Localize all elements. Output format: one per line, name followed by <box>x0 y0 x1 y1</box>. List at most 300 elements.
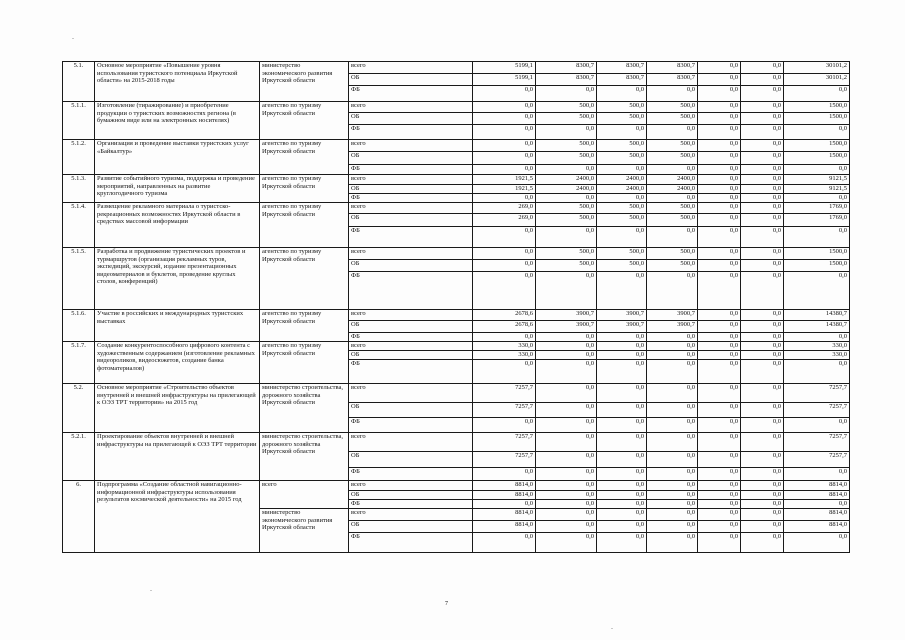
amount-cell: 0,0 <box>597 86 647 102</box>
amount-cell: 1500,0 <box>784 260 850 272</box>
executor-cell: агентство по туризму Иркутской области <box>260 248 349 310</box>
executor-cell: агентство по туризму Иркутской области <box>260 175 349 203</box>
amount-cell: 500,0 <box>597 248 647 260</box>
activity-name: Основное мероприятие «Строительство объектов внутренней и внешней инфраструктуры на прилегающей к ОЭЗ ТРТ территории» на 2015 год <box>95 384 260 433</box>
amount-cell: 0,0 <box>698 175 741 185</box>
amount-cell: 0,0 <box>741 418 784 433</box>
amount-cell: 7257,7 <box>784 384 850 403</box>
amount-cell: 0,0 <box>536 521 597 533</box>
amount-cell: 0,0 <box>597 491 647 500</box>
amount-cell: 500,0 <box>647 260 698 272</box>
amount-cell: 0,0 <box>536 227 597 248</box>
amount-cell: 0,0 <box>536 194 597 203</box>
amount-cell: 0,0 <box>597 418 647 433</box>
amount-cell: 0,0 <box>647 333 698 342</box>
amount-cell: 0,0 <box>647 533 698 553</box>
amount-cell: 8300,7 <box>536 62 597 74</box>
amount-cell: 3900,7 <box>597 321 647 333</box>
amount-cell: 0,0 <box>647 342 698 351</box>
amount-cell: 0,0 <box>473 333 536 342</box>
amount-cell: 2678,6 <box>473 321 536 333</box>
amount-cell: 0,0 <box>536 125 597 140</box>
amount-cell: 0,0 <box>536 384 597 403</box>
amount-cell: 0,0 <box>597 194 647 203</box>
amount-cell: 0,0 <box>698 185 741 194</box>
amount-cell: 0,0 <box>536 433 597 452</box>
executor-cell: министерство строительства, дорожного хозяйства Иркутской области <box>260 384 349 433</box>
amount-cell: 0,0 <box>597 351 647 360</box>
funding-source: всего <box>349 481 473 491</box>
amount-cell: 0,0 <box>597 533 647 553</box>
amount-cell: 0,0 <box>698 310 741 321</box>
amount-cell: 500,0 <box>597 203 647 214</box>
amount-cell: 3900,7 <box>647 321 698 333</box>
amount-cell: 0,0 <box>698 321 741 333</box>
amount-cell: 500,0 <box>536 113 597 125</box>
amount-cell: 1769,0 <box>784 203 850 214</box>
scan-speck <box>72 38 74 39</box>
amount-cell: 0,0 <box>741 203 784 214</box>
amount-cell: 0,0 <box>698 452 741 468</box>
amount-cell: 0,0 <box>698 272 741 310</box>
amount-cell: 0,0 <box>698 152 741 165</box>
amount-cell: 0,0 <box>784 418 850 433</box>
table-body <box>63 62 850 553</box>
amount-cell: 2400,0 <box>536 185 597 194</box>
scan-speck <box>611 628 613 629</box>
amount-cell: 7257,7 <box>473 403 536 418</box>
amount-cell: 1921,5 <box>473 175 536 185</box>
amount-cell: 500,0 <box>597 140 647 152</box>
amount-cell: 0,0 <box>473 152 536 165</box>
amount-cell: 0,0 <box>536 481 597 491</box>
amount-cell: 0,0 <box>473 500 536 509</box>
row-number: 5.1.1. <box>63 102 95 140</box>
executor-cell: министерство строительства, дорожного хозяйства Иркутской области <box>260 433 349 481</box>
amount-cell: 0,0 <box>698 521 741 533</box>
budget-table <box>62 61 850 553</box>
amount-cell: 0,0 <box>698 333 741 342</box>
amount-cell: 0,0 <box>536 272 597 310</box>
activity-name: Создание конкурентоспособного цифрового контента с художественным содержанием (изготовление рекламных видеороликов, видеосюжетов, создание банка фотоматериалов) <box>95 342 260 384</box>
amount-cell: 0,0 <box>741 185 784 194</box>
amount-cell: 330,0 <box>473 342 536 351</box>
table-row <box>63 342 850 351</box>
amount-cell: 0,0 <box>647 360 698 384</box>
executor-cell: министерство экономического развития Иркутской области <box>260 509 349 553</box>
amount-cell: 0,0 <box>698 140 741 152</box>
amount-cell: 500,0 <box>597 113 647 125</box>
amount-cell: 500,0 <box>597 214 647 227</box>
amount-cell: 8814,0 <box>473 509 536 521</box>
amount-cell: 330,0 <box>784 342 850 351</box>
activity-name: Основное мероприятие «Повышение уровня использования туристского потенциала Иркутской области» на 2015-2018 годы <box>95 62 260 102</box>
funding-source: ОБ <box>349 521 473 533</box>
amount-cell: 0,0 <box>698 384 741 403</box>
amount-cell: 0,0 <box>741 86 784 102</box>
amount-cell: 0,0 <box>698 194 741 203</box>
amount-cell: 500,0 <box>536 102 597 113</box>
amount-cell: 0,0 <box>698 62 741 74</box>
amount-cell: 0,0 <box>597 227 647 248</box>
row-number: 6. <box>63 481 95 553</box>
amount-cell: 7257,7 <box>784 452 850 468</box>
amount-cell: 0,0 <box>698 491 741 500</box>
table-row <box>63 248 850 260</box>
funding-source: ОБ <box>349 214 473 227</box>
table-row <box>63 175 850 185</box>
amount-cell: 0,0 <box>473 113 536 125</box>
amount-cell: 0,0 <box>647 351 698 360</box>
executor-cell: агентство по туризму Иркутской области <box>260 102 349 140</box>
amount-cell: 5199,1 <box>473 62 536 74</box>
amount-cell: 3900,7 <box>536 310 597 321</box>
amount-cell: 0,0 <box>741 214 784 227</box>
amount-cell: 0,0 <box>536 500 597 509</box>
funding-source: всего <box>349 102 473 113</box>
table-row <box>63 203 850 214</box>
amount-cell: 0,0 <box>698 125 741 140</box>
amount-cell: 8300,7 <box>597 74 647 86</box>
funding-source: всего <box>349 203 473 214</box>
amount-cell: 0,0 <box>647 125 698 140</box>
amount-cell: 269,0 <box>473 203 536 214</box>
funding-source: ОБ <box>349 74 473 86</box>
funding-source: ФБ <box>349 125 473 140</box>
amount-cell: 500,0 <box>647 152 698 165</box>
amount-cell: 8300,7 <box>536 74 597 86</box>
executor-cell: агентство по туризму Иркутской области <box>260 203 349 248</box>
amount-cell: 2400,0 <box>647 185 698 194</box>
amount-cell: 0,0 <box>647 227 698 248</box>
amount-cell: 0,0 <box>647 468 698 481</box>
amount-cell: 9121,5 <box>784 175 850 185</box>
amount-cell: 0,0 <box>698 433 741 452</box>
amount-cell: 0,0 <box>698 500 741 509</box>
amount-cell: 500,0 <box>536 203 597 214</box>
amount-cell: 330,0 <box>784 351 850 360</box>
funding-source: всего <box>349 140 473 152</box>
funding-source: ОБ <box>349 321 473 333</box>
funding-source: ФБ <box>349 227 473 248</box>
amount-cell: 9121,5 <box>784 185 850 194</box>
amount-cell: 0,0 <box>647 194 698 203</box>
row-number: 5.1. <box>63 62 95 102</box>
amount-cell: 0,0 <box>784 227 850 248</box>
amount-cell: 8814,0 <box>473 491 536 500</box>
amount-cell: 500,0 <box>597 152 647 165</box>
amount-cell: 0,0 <box>536 452 597 468</box>
funding-source: ФБ <box>349 333 473 342</box>
row-number: 5.2.1. <box>63 433 95 481</box>
amount-cell: 0,0 <box>784 194 850 203</box>
amount-cell: 0,0 <box>473 360 536 384</box>
amount-cell: 14380,7 <box>784 321 850 333</box>
amount-cell: 0,0 <box>741 113 784 125</box>
amount-cell: 14380,7 <box>784 310 850 321</box>
activity-name: Размещение рекламного материала о туристско-рекреационных возможностях Иркутской области в средствах массовой информации <box>95 203 260 248</box>
amount-cell: 8814,0 <box>784 481 850 491</box>
funding-source: ФБ <box>349 194 473 203</box>
amount-cell: 0,0 <box>698 509 741 521</box>
amount-cell: 0,0 <box>597 333 647 342</box>
activity-name: Проектирование объектов внутренней и внешней инфраструктуры на прилегающей к ОЭЗ ТРТ территории <box>95 433 260 481</box>
amount-cell: 0,0 <box>784 468 850 481</box>
amount-cell: 0,0 <box>647 500 698 509</box>
amount-cell: 0,0 <box>698 165 741 175</box>
amount-cell: 0,0 <box>741 533 784 553</box>
amount-cell: 0,0 <box>647 433 698 452</box>
amount-cell: 0,0 <box>597 360 647 384</box>
amount-cell: 0,0 <box>473 418 536 433</box>
activity-name: Развитие событийного туризма, поддержка и проведение мероприятий, направленных на развитие круглогодичного туризма <box>95 175 260 203</box>
amount-cell: 7257,7 <box>473 452 536 468</box>
amount-cell: 0,0 <box>536 351 597 360</box>
activity-name: Участие в российских и международных туристских выставках <box>95 310 260 342</box>
amount-cell: 0,0 <box>784 533 850 553</box>
amount-cell: 500,0 <box>647 140 698 152</box>
activity-name: Подпрограмма «Создание областной навигационно-информационной инфраструктуры использования результатов космической деятельности» на 2015 год <box>95 481 260 553</box>
amount-cell: 0,0 <box>741 260 784 272</box>
amount-cell: 0,0 <box>698 403 741 418</box>
amount-cell: 0,0 <box>698 227 741 248</box>
amount-cell: 0,0 <box>741 272 784 310</box>
funding-source: всего <box>349 342 473 351</box>
amount-cell: 1500,0 <box>784 248 850 260</box>
amount-cell: 330,0 <box>473 351 536 360</box>
amount-cell: 0,0 <box>597 468 647 481</box>
amount-cell: 0,0 <box>741 468 784 481</box>
amount-cell: 1500,0 <box>784 102 850 113</box>
amount-cell: 8814,0 <box>784 491 850 500</box>
row-number: 5.2. <box>63 384 95 433</box>
amount-cell: 0,0 <box>741 521 784 533</box>
amount-cell: 0,0 <box>647 491 698 500</box>
amount-cell: 0,0 <box>473 468 536 481</box>
amount-cell: 0,0 <box>741 227 784 248</box>
funding-source: ОБ <box>349 452 473 468</box>
amount-cell: 0,0 <box>741 433 784 452</box>
funding-source: всего <box>349 175 473 185</box>
executor-cell: агентство по туризму Иркутской области <box>260 310 349 342</box>
funding-source: ОБ <box>349 351 473 360</box>
amount-cell: 0,0 <box>698 260 741 272</box>
amount-cell: 2400,0 <box>597 175 647 185</box>
amount-cell: 0,0 <box>597 403 647 418</box>
amount-cell: 0,0 <box>741 140 784 152</box>
amount-cell: 0,0 <box>698 214 741 227</box>
amount-cell: 0,0 <box>741 384 784 403</box>
amount-cell: 0,0 <box>698 74 741 86</box>
amount-cell: 0,0 <box>698 102 741 113</box>
amount-cell: 0,0 <box>597 509 647 521</box>
amount-cell: 0,0 <box>597 165 647 175</box>
amount-cell: 0,0 <box>473 227 536 248</box>
amount-cell: 500,0 <box>597 260 647 272</box>
amount-cell: 0,0 <box>536 491 597 500</box>
executor-cell: агентство по туризму Иркутской области <box>260 140 349 175</box>
amount-cell: 500,0 <box>536 260 597 272</box>
amount-cell: 8814,0 <box>473 521 536 533</box>
amount-cell: 0,0 <box>473 125 536 140</box>
funding-source: ФБ <box>349 360 473 384</box>
amount-cell: 500,0 <box>647 203 698 214</box>
amount-cell: 0,0 <box>741 74 784 86</box>
amount-cell: 0,0 <box>597 452 647 468</box>
amount-cell: 0,0 <box>784 86 850 102</box>
amount-cell: 7257,7 <box>473 384 536 403</box>
amount-cell: 0,0 <box>536 533 597 553</box>
amount-cell: 500,0 <box>536 152 597 165</box>
amount-cell: 0,0 <box>741 452 784 468</box>
amount-cell: 0,0 <box>647 509 698 521</box>
amount-cell: 0,0 <box>536 342 597 351</box>
funding-source: ФБ <box>349 533 473 553</box>
amount-cell: 0,0 <box>473 260 536 272</box>
amount-cell: 1500,0 <box>784 113 850 125</box>
amount-cell: 0,0 <box>536 468 597 481</box>
amount-cell: 0,0 <box>698 86 741 102</box>
amount-cell: 8300,7 <box>597 62 647 74</box>
amount-cell: 0,0 <box>698 481 741 491</box>
funding-source: всего <box>349 509 473 521</box>
amount-cell: 0,0 <box>784 125 850 140</box>
table-row <box>63 140 850 152</box>
amount-cell: 0,0 <box>473 248 536 260</box>
amount-cell: 0,0 <box>536 360 597 384</box>
amount-cell: 0,0 <box>647 521 698 533</box>
funding-source: ОБ <box>349 491 473 500</box>
funding-source: ФБ <box>349 86 473 102</box>
amount-cell: 0,0 <box>473 102 536 113</box>
amount-cell: 3900,7 <box>536 321 597 333</box>
amount-cell: 0,0 <box>647 418 698 433</box>
amount-cell: 0,0 <box>741 152 784 165</box>
amount-cell: 30101,2 <box>784 74 850 86</box>
executor-cell: агентство по туризму Иркутской области <box>260 342 349 384</box>
amount-cell: 0,0 <box>741 333 784 342</box>
amount-cell: 500,0 <box>647 102 698 113</box>
amount-cell: 1500,0 <box>784 140 850 152</box>
amount-cell: 0,0 <box>597 342 647 351</box>
funding-source: ФБ <box>349 500 473 509</box>
amount-cell: 500,0 <box>647 248 698 260</box>
row-number: 5.1.6. <box>63 310 95 342</box>
amount-cell: 8814,0 <box>473 481 536 491</box>
amount-cell: 0,0 <box>597 500 647 509</box>
scan-speck <box>150 590 152 591</box>
amount-cell: 8814,0 <box>784 521 850 533</box>
row-number: 5.1.3. <box>63 175 95 203</box>
funding-source: ФБ <box>349 468 473 481</box>
amount-cell: 0,0 <box>473 140 536 152</box>
amount-cell: 500,0 <box>647 113 698 125</box>
amount-cell: 0,0 <box>536 403 597 418</box>
amount-cell: 0,0 <box>698 418 741 433</box>
amount-cell: 0,0 <box>647 272 698 310</box>
amount-cell: 0,0 <box>741 194 784 203</box>
amount-cell: 500,0 <box>536 248 597 260</box>
amount-cell: 0,0 <box>647 86 698 102</box>
amount-cell: 0,0 <box>741 165 784 175</box>
amount-cell: 0,0 <box>741 360 784 384</box>
amount-cell: 0,0 <box>473 533 536 553</box>
amount-cell: 0,0 <box>698 360 741 384</box>
amount-cell: 0,0 <box>597 384 647 403</box>
funding-source: ФБ <box>349 272 473 310</box>
amount-cell: 0,0 <box>698 351 741 360</box>
amount-cell: 0,0 <box>647 403 698 418</box>
amount-cell: 269,0 <box>473 214 536 227</box>
amount-cell: 0,0 <box>647 481 698 491</box>
row-number: 5.1.2. <box>63 140 95 175</box>
amount-cell: 500,0 <box>536 214 597 227</box>
amount-cell: 0,0 <box>784 500 850 509</box>
amount-cell: 7257,7 <box>784 433 850 452</box>
amount-cell: 0,0 <box>536 509 597 521</box>
amount-cell: 0,0 <box>536 165 597 175</box>
funding-source: ФБ <box>349 418 473 433</box>
amount-cell: 5199,1 <box>473 74 536 86</box>
amount-cell: 0,0 <box>698 248 741 260</box>
amount-cell: 0,0 <box>473 194 536 203</box>
amount-cell: 500,0 <box>597 102 647 113</box>
amount-cell: 0,0 <box>536 86 597 102</box>
executor-cell: министерство экономического развития Иркутской области <box>260 62 349 102</box>
amount-cell: 0,0 <box>741 491 784 500</box>
amount-cell: 0,0 <box>784 272 850 310</box>
amount-cell: 2400,0 <box>536 175 597 185</box>
funding-source: всего <box>349 384 473 403</box>
amount-cell: 0,0 <box>597 481 647 491</box>
activity-name: Разработка и продвижение туристических проектов и турмаршрутов (организация рекламных туров, экспедиций, экскурсий, издание презентационных видеоматериалов и буклетов, проведение круглых столов, конференций) <box>95 248 260 310</box>
row-number: 5.1.7. <box>63 342 95 384</box>
table-row <box>63 102 850 113</box>
amount-cell: 8300,7 <box>647 74 698 86</box>
activity-name: Изготовление (тиражирование) и приобретение продукции о туристских возможностях региона (в бумажном виде или на электронных носителях) <box>95 102 260 140</box>
table-row <box>63 62 850 74</box>
amount-cell: 7257,7 <box>784 403 850 418</box>
amount-cell: 0,0 <box>741 125 784 140</box>
amount-cell: 0,0 <box>741 310 784 321</box>
amount-cell: 0,0 <box>741 481 784 491</box>
amount-cell: 1921,5 <box>473 185 536 194</box>
amount-cell: 0,0 <box>741 403 784 418</box>
amount-cell: 0,0 <box>784 360 850 384</box>
amount-cell: 3900,7 <box>647 310 698 321</box>
table-row <box>63 481 850 491</box>
amount-cell: 0,0 <box>597 272 647 310</box>
amount-cell: 0,0 <box>741 500 784 509</box>
amount-cell: 8300,7 <box>647 62 698 74</box>
funding-source: ОБ <box>349 403 473 418</box>
amount-cell: 500,0 <box>647 214 698 227</box>
funding-source: ОБ <box>349 152 473 165</box>
amount-cell: 0,0 <box>473 86 536 102</box>
amount-cell: 0,0 <box>741 62 784 74</box>
amount-cell: 0,0 <box>698 342 741 351</box>
amount-cell: 1500,0 <box>784 152 850 165</box>
amount-cell: 0,0 <box>597 125 647 140</box>
amount-cell: 1769,0 <box>784 214 850 227</box>
funding-source: всего <box>349 310 473 321</box>
amount-cell: 7257,7 <box>473 433 536 452</box>
table-row <box>63 310 850 321</box>
amount-cell: 0,0 <box>741 321 784 333</box>
amount-cell: 0,0 <box>698 203 741 214</box>
row-number: 5.1.4. <box>63 203 95 248</box>
funding-source: всего <box>349 62 473 74</box>
